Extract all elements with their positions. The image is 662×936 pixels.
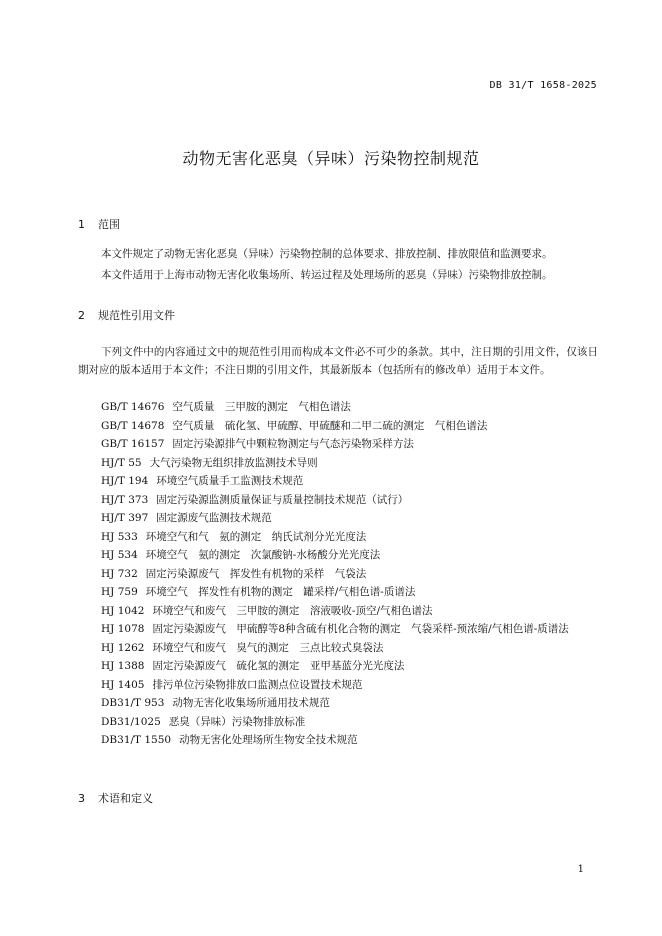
reference-item (78, 639, 598, 658)
reference-code: HJ/T 55 (101, 456, 142, 469)
reference-title: 固定污染源排气中颗粒物测定与气态污染物采样方法 (172, 438, 414, 450)
section-heading-normative-references (78, 307, 175, 323)
reference-title: 环境空气和废气 臭气的测定 三点比较式臭袋法 (152, 641, 384, 654)
reference-code: HJ 1388 (101, 660, 145, 672)
reference-title: 空气质量 硫化氢、甲硫醇、甲硫醚和二甲二硫的测定 气相色谱法 (172, 419, 488, 432)
reference-code: HJ 1262 (101, 641, 145, 654)
standard-code: DB 31/T 1658-2025 (489, 80, 597, 91)
reference-title: 固定污染源废气 甲硫醇等8种含硫有机化合物的测定 气袋采样-预浓缩/气相色谱-质谱法 (152, 623, 569, 635)
reference-item (78, 713, 598, 732)
reference-code: DB31/T 1550 (101, 734, 172, 746)
reference-code: HJ 533 (101, 530, 138, 543)
document-title: 动物无害化恶臭（异味）污染物控制规范 (182, 149, 480, 168)
section-heading-terms-definitions (78, 790, 153, 806)
reference-title: 动物无害化处理场所生物安全技术规范 (179, 734, 358, 746)
reference-item (78, 602, 598, 621)
reference-item (78, 472, 598, 491)
reference-item (78, 694, 598, 713)
reference-title: 空气质量 三甲胺的测定 气相色谱法 (172, 401, 351, 413)
reference-title: 环境空气和废气 三甲胺的测定 溶液吸收-顶空/气相色谱法 (152, 604, 433, 617)
reference-code: HJ/T 194 (101, 475, 149, 487)
reference-item (78, 565, 598, 584)
section-heading-scope (78, 216, 120, 232)
page-number: 1 (577, 864, 584, 875)
reference-item (78, 583, 598, 602)
reference-item (78, 491, 598, 510)
reference-title: 固定污染源监测质量保证与质量控制技术规范（试行） (156, 493, 409, 506)
section-number: 2 (78, 309, 85, 322)
reference-item (78, 398, 598, 417)
reference-title: 固定源废气监测技术规范 (156, 512, 272, 524)
reference-item (78, 620, 598, 639)
section-number: 3 (78, 792, 85, 805)
reference-code: GB/T 14676 (101, 401, 165, 413)
reference-code: HJ 1078 (101, 623, 145, 635)
references-intro-paragraph: 下列文件中的内容通过文中的规范性引用而构成本文件必不可少的条款。其中，注日期的引用文件，仅该日期对应的版本适用于本文件；不注日期的引用文件，其最新版本（包括所有的修改单）适用于本文件。 (78, 346, 598, 376)
reference-title: 固定污染源废气 硫化氢的测定 亚甲基蓝分光光度法 (152, 660, 405, 672)
section-number: 1 (78, 218, 85, 231)
section-title: 范围 (98, 218, 120, 231)
reference-code: HJ 1405 (101, 678, 145, 691)
reference-list (78, 398, 598, 750)
reference-item (78, 676, 598, 695)
reference-code: GB/T 14678 (101, 419, 165, 432)
reference-item (78, 731, 598, 750)
reference-title: 环境空气和气 氨的测定 纳氏试剂分光光度法 (145, 530, 367, 543)
reference-title: 固定污染源废气 挥发性有机物的采样 气袋法 (145, 567, 367, 580)
reference-title: 环境空气质量手工监测技术规范 (156, 475, 304, 487)
reference-title: 环境空气 挥发性有机物的测定 罐采样/气相色谱-质谱法 (145, 586, 416, 598)
reference-title: 环境空气 氨的测定 次氯酸钠-水杨酸分光光度法 (145, 549, 381, 561)
section-title: 规范性引用文件 (98, 309, 175, 322)
reference-item (78, 546, 598, 565)
scope-paragraph-2: 本文件适用于上海市动物无害化收集场所、转运过程及处理场所的恶臭（异味）污染物排放控制。 (101, 269, 553, 281)
section-title: 术语和定义 (98, 792, 153, 805)
reference-code: HJ 534 (101, 549, 138, 561)
reference-item (78, 509, 598, 528)
reference-title: 排污单位污染物排放口监测点位设置技术规范 (152, 678, 363, 691)
reference-code: HJ 732 (101, 567, 138, 580)
reference-code: HJ/T 373 (101, 493, 149, 506)
reference-title: 动物无害化收集场所通用技术规范 (172, 697, 330, 709)
reference-item (78, 454, 598, 473)
reference-item (78, 417, 598, 436)
reference-title: 恶臭（异味）污染物排放标准 (168, 715, 306, 728)
reference-code: GB/T 16157 (101, 438, 165, 450)
reference-code: HJ/T 397 (101, 512, 149, 524)
scope-paragraph-1: 本文件规定了动物无害化恶臭（异味）污染物控制的总体要求、排放控制、排放限值和监测要求。 (101, 248, 553, 260)
reference-code: HJ 759 (101, 586, 138, 598)
reference-code: DB31/1025 (101, 715, 161, 728)
reference-title: 大气污染物无组织排放监测技术导则 (149, 456, 318, 469)
reference-item (78, 528, 598, 547)
reference-item (78, 657, 598, 676)
reference-code: HJ 1042 (101, 604, 145, 617)
reference-code: DB31/T 953 (101, 697, 165, 709)
reference-item (78, 435, 598, 454)
